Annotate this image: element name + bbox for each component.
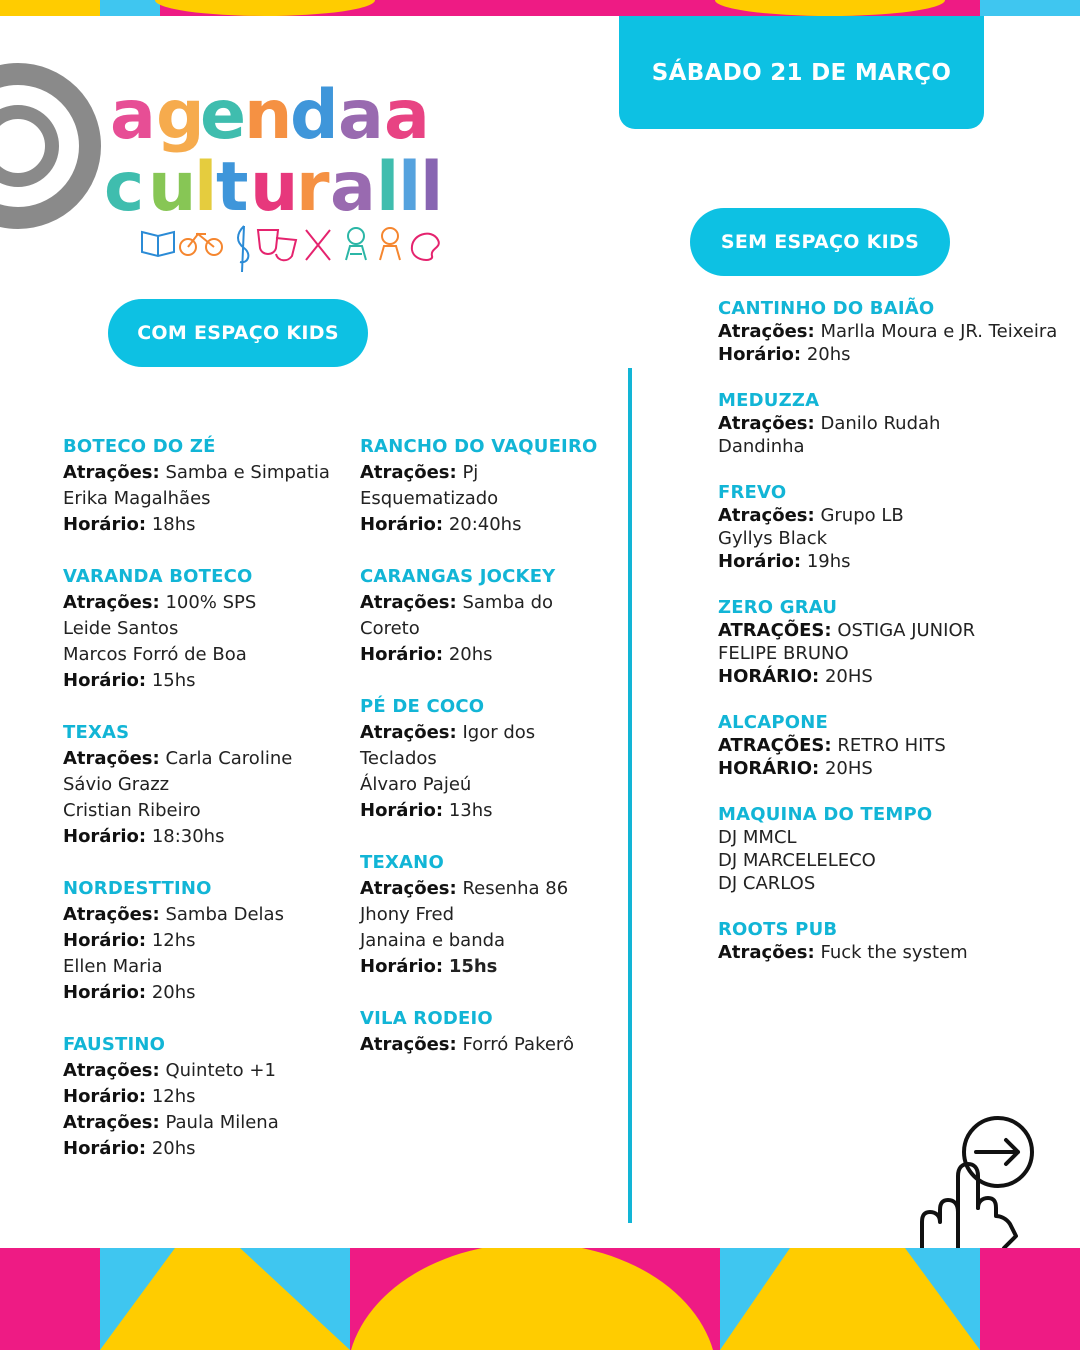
svg-text:c: c — [104, 148, 145, 227]
line-text: Pj Esquematizado — [360, 462, 499, 509]
treble-clef-icon — [238, 226, 248, 272]
venue-line — [63, 616, 343, 642]
svg-text:l: l — [398, 148, 422, 227]
venue-name: VILA RODEIO — [360, 1008, 493, 1029]
venue-block — [718, 481, 1058, 573]
venue-line — [63, 798, 343, 824]
venue-line — [360, 590, 600, 642]
venue-line — [63, 824, 343, 850]
venue-block — [718, 918, 1058, 964]
svg-text:l: l — [420, 148, 444, 227]
svg-text:n: n — [244, 76, 293, 155]
venue-name: TEXANO — [360, 852, 444, 873]
line-text: 20:40hs — [448, 514, 522, 535]
line-label: Atrações: — [63, 748, 160, 769]
venue-line — [360, 798, 600, 824]
line-label: Horário: — [63, 514, 147, 535]
date-badge: SÁBADO 21 DE MARÇO — [619, 16, 984, 129]
child-icon — [380, 228, 400, 260]
fork-knife-icon — [306, 230, 330, 260]
venue-name: RANCHO DO VAQUEIRO — [360, 436, 598, 457]
venue-block — [718, 803, 1058, 895]
line-label: Horário: — [718, 344, 802, 365]
agenda-cultural-logo — [0, 50, 480, 280]
line-text: Quinteto +1 — [165, 1060, 276, 1081]
top-decor-band — [0, 0, 1080, 16]
venue-line — [360, 902, 600, 928]
venue-name: NORDESTTINO — [63, 878, 212, 899]
line-text: DJ MARCELELECO — [718, 850, 876, 871]
venue-block — [360, 850, 600, 980]
theater-masks-icon — [258, 230, 296, 260]
venue-block — [718, 389, 1058, 458]
line-text: DJ CARLOS — [718, 873, 816, 894]
child-icon — [346, 228, 366, 260]
line-label: Atrações: — [718, 942, 815, 963]
line-text: Samba Delas — [165, 904, 284, 925]
line-text: Álvaro Pajeú — [360, 774, 472, 795]
line-label: Horário: — [63, 670, 147, 691]
line-text: Sávio Grazz — [63, 774, 170, 795]
venue-line — [718, 619, 1058, 642]
line-text: Danilo Rudah — [820, 413, 941, 434]
line-text: Igor dos Teclados — [360, 722, 536, 769]
line-label: Horário: — [718, 551, 802, 572]
venue-line — [360, 720, 600, 772]
venue-line — [718, 642, 1058, 665]
line-text: Leide Santos — [63, 618, 179, 639]
venue-line — [718, 412, 1058, 435]
line-text: 18:30hs — [151, 826, 225, 847]
venues-column-without-kids — [718, 297, 1058, 987]
line-label: Atrações: — [360, 878, 457, 899]
venue-line — [63, 512, 343, 538]
venue-name: ZERO GRAU — [718, 597, 838, 618]
venue-name: MEDUZZA — [718, 390, 820, 411]
venue-line — [718, 849, 1058, 872]
venue-name: CANTINHO DO BAIÃO — [718, 298, 935, 319]
venue-line — [718, 504, 1058, 527]
line-label: ATRAÇÕES: — [718, 620, 832, 641]
line-text: DJ MMCL — [718, 827, 797, 848]
line-text: Erika Magalhães — [63, 488, 211, 509]
line-text: Samba e Simpatia — [165, 462, 330, 483]
line-text: Grupo LB — [820, 505, 904, 526]
venue-line — [360, 460, 600, 512]
venue-line — [63, 980, 343, 1006]
venue-name: ALCAPONE — [718, 712, 828, 733]
line-label: Horário: — [360, 800, 444, 821]
venue-name: FREVO — [718, 482, 787, 503]
venue-line — [63, 1110, 343, 1136]
line-label: Atrações: — [63, 1060, 160, 1081]
venue-block — [360, 694, 600, 824]
palette-icon — [412, 234, 439, 260]
venue-line — [718, 734, 1058, 757]
line-label: Horário: — [360, 644, 444, 665]
svg-text:a: a — [330, 148, 376, 227]
line-text: 20hs — [151, 982, 196, 1003]
line-label: Atrações: — [718, 413, 815, 434]
line-text: 18hs — [151, 514, 196, 535]
venue-line — [718, 826, 1058, 849]
line-label: HORÁRIO: — [718, 758, 820, 779]
line-text: RETRO HITS — [837, 735, 946, 756]
line-text: Dandinha — [718, 436, 805, 457]
line-text: Fuck the system — [820, 942, 968, 963]
venue-block — [63, 720, 343, 850]
venue-line — [63, 460, 343, 486]
line-label: Horário: — [360, 956, 444, 977]
line-label: Atrações: — [63, 462, 160, 483]
bicycle-icon — [180, 234, 222, 255]
venue-block — [63, 1032, 343, 1162]
svg-text:a: a — [110, 76, 156, 155]
line-label: Atrações: — [63, 904, 160, 925]
venue-block — [718, 297, 1058, 366]
venue-name: TEXAS — [63, 722, 130, 743]
line-text: Resenha 86 — [462, 878, 569, 899]
venue-line — [718, 757, 1058, 780]
line-label: Atrações: — [360, 722, 457, 743]
line-label: Atrações: — [718, 321, 815, 342]
venue-name: VARANDA BOTECO — [63, 566, 253, 587]
line-text: Carla Caroline — [165, 748, 293, 769]
line-text: Jhony Fred — [360, 904, 455, 925]
venue-block — [360, 564, 600, 668]
book-icon — [142, 232, 174, 256]
venue-line — [63, 668, 343, 694]
line-text: Marcos Forró de Boa — [63, 644, 247, 665]
line-label: Horário: — [63, 1086, 147, 1107]
line-text: Janaina e banda — [360, 930, 506, 951]
venue-line — [718, 527, 1058, 550]
venue-line — [63, 1136, 343, 1162]
venue-block — [718, 596, 1058, 688]
line-text: 15hs — [448, 956, 498, 977]
venue-line — [63, 772, 343, 798]
line-label: Horário: — [63, 1138, 147, 1159]
venue-name: CARANGAS JOCKEY — [360, 566, 556, 587]
line-label: Atrações: — [63, 1112, 160, 1133]
venue-block — [360, 434, 600, 538]
venue-name: PÉ DE COCO — [360, 696, 485, 717]
venue-line — [63, 590, 343, 616]
line-text: 20hs — [806, 344, 851, 365]
line-label: Atrações: — [360, 462, 457, 483]
venue-name: MAQUINA DO TEMPO — [718, 804, 933, 825]
svg-text:u: u — [250, 148, 299, 227]
venue-line — [63, 642, 343, 668]
venue-line — [63, 486, 343, 512]
venue-line — [63, 1058, 343, 1084]
line-text: Ellen Maria — [63, 956, 163, 977]
venue-line — [360, 928, 600, 954]
line-text: Forró Pakerô — [462, 1034, 574, 1055]
svg-text:r: r — [296, 148, 330, 227]
venue-block — [360, 1006, 600, 1058]
svg-text:a: a — [384, 76, 430, 155]
line-text: 12hs — [151, 1086, 196, 1107]
svg-text:l: l — [376, 148, 400, 227]
line-label: Horário: — [63, 982, 147, 1003]
venue-line — [360, 954, 600, 980]
line-text: OSTIGA JUNIOR — [837, 620, 976, 641]
line-text: FELIPE BRUNO — [718, 643, 849, 664]
venues-column-with-kids-right — [360, 434, 600, 1084]
svg-text:l: l — [194, 148, 218, 227]
line-text: 20hs — [448, 644, 493, 665]
line-label: Horário: — [63, 826, 147, 847]
line-label: Atrações: — [63, 592, 160, 613]
venue-line — [718, 550, 1058, 573]
venue-line — [718, 320, 1058, 343]
venue-line — [718, 941, 1058, 964]
venue-line — [718, 435, 1058, 458]
swipe-hand-icon[interactable] — [914, 1112, 1040, 1248]
venue-name: FAUSTINO — [63, 1034, 166, 1055]
venue-line — [63, 954, 343, 980]
venue-line — [360, 772, 600, 798]
line-text: 13hs — [448, 800, 493, 821]
venue-block — [718, 711, 1058, 780]
line-text: Marlla Moura e JR. Teixeira — [820, 321, 1058, 342]
venue-block — [63, 434, 343, 538]
venues-column-with-kids-left — [63, 434, 343, 1188]
line-label: Atrações: — [360, 592, 457, 613]
svg-text:t: t — [216, 148, 249, 227]
svg-text:g: g — [156, 76, 205, 155]
svg-text:u: u — [148, 148, 197, 227]
line-label: Horário: — [360, 514, 444, 535]
line-text: 20hs — [151, 1138, 196, 1159]
line-text: 19hs — [806, 551, 851, 572]
venue-line — [360, 512, 600, 538]
line-label: Atrações: — [360, 1034, 457, 1055]
line-text: 15hs — [151, 670, 196, 691]
line-label: Horário: — [63, 930, 147, 951]
venue-line — [718, 872, 1058, 895]
venue-name: ROOTS PUB — [718, 919, 838, 940]
venue-name: BOTECO DO ZÉ — [63, 436, 216, 457]
line-text: Cristian Ribeiro — [63, 800, 201, 821]
venue-block — [63, 876, 343, 1006]
line-text: Paula Milena — [165, 1112, 279, 1133]
venue-line — [360, 1032, 600, 1058]
section-with-kids-badge: COM ESPAÇO KIDS — [108, 299, 368, 367]
venue-line — [718, 665, 1058, 688]
svg-text:d: d — [290, 76, 339, 155]
line-text: 20HS — [824, 758, 873, 779]
bottom-decor-band — [0, 1248, 1080, 1350]
line-text: 100% SPS — [165, 592, 257, 613]
venue-line — [360, 642, 600, 668]
svg-text:a: a — [338, 76, 384, 155]
venue-line — [63, 902, 343, 928]
line-text: 20HS — [824, 666, 873, 687]
line-text: Gyllys Black — [718, 528, 828, 549]
venue-block — [63, 564, 343, 694]
line-label: Atrações: — [718, 505, 815, 526]
column-divider — [628, 368, 632, 1223]
section-without-kids-badge: SEM ESPAÇO KIDS — [690, 208, 950, 276]
line-text: 12hs — [151, 930, 196, 951]
line-label: ATRAÇÕES: — [718, 735, 832, 756]
line-text: Samba do Coreto — [360, 592, 554, 639]
venue-line — [63, 1084, 343, 1110]
venue-line — [63, 928, 343, 954]
venue-line — [63, 746, 343, 772]
venue-line — [718, 343, 1058, 366]
svg-text:e: e — [200, 76, 247, 155]
venue-line — [360, 876, 600, 902]
line-label: HORÁRIO: — [718, 666, 820, 687]
